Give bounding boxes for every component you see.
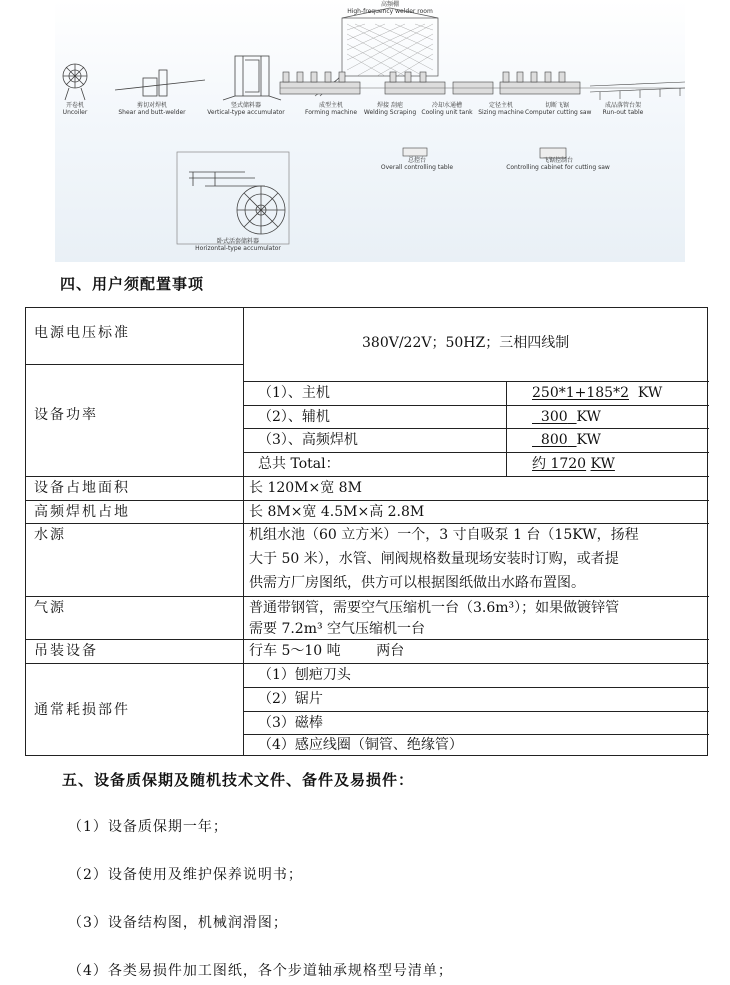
- power-label: 设备功率: [34, 407, 98, 423]
- section5-item-3: （3）设备结构图，机械润滑图；: [68, 915, 288, 931]
- power-value-total: 约 1720 KW: [532, 456, 615, 472]
- config-table: [25, 307, 708, 756]
- label-cutting-saw: 切断飞锯 Computer cutting saw: [525, 102, 592, 116]
- area-label: 设备占地面积: [34, 480, 130, 496]
- wear-item-2: （2）锯片: [258, 691, 323, 707]
- section5-item-1: （1）设备质保期一年；: [68, 819, 228, 835]
- wear-item-4: （4）感应线圈（铜管、绝缘管）: [258, 737, 463, 753]
- wear-parts-label: 通常耗损部件: [34, 702, 130, 718]
- crane-label: 吊装设备: [34, 643, 98, 659]
- air-label: 气源: [34, 600, 66, 616]
- power-value-aux: 300 KW: [540, 409, 601, 425]
- power-item-hf: （3）、高频焊机: [258, 432, 358, 448]
- crane-value: 行车 5～10 吨 两台: [249, 643, 405, 659]
- production-line-drawing: [55, 0, 685, 262]
- power-item-main: （1）、主机: [258, 385, 330, 401]
- section5-item-2: （2）设备使用及维护保养说明书；: [68, 867, 303, 883]
- label-uncoiler: 开卷机 Uncoiler: [62, 102, 88, 116]
- voltage-label: 电源电压标准: [34, 325, 130, 341]
- air-line-2: 需要 7.2m³ 空气压缩机一台: [249, 621, 426, 637]
- water-label: 水源: [34, 527, 66, 543]
- wear-item-1: （1）刨疤刀头: [258, 667, 351, 683]
- label-welding-scraping: 焊接 刮疤 Welding Scraping: [363, 102, 417, 116]
- label-cooling-tank: 冷却水通槽 Cooling unit tank: [421, 102, 473, 116]
- label-forming-machine: 成型主机 Forming machine: [304, 102, 358, 116]
- label-horizontal-accumulator: 卧式活套储料器 Horizontal-type accumulator: [195, 238, 281, 252]
- production-line-diagram: [55, 0, 685, 262]
- air-line-1: 普通带钢管，需要空气压缩机一台（3.6m³）；如果做镀锌管: [249, 600, 620, 616]
- power-value-main: 250*1+185*2 KW: [532, 385, 663, 401]
- section4-title: 四、用户须配置事项: [60, 275, 205, 293]
- section5-item-4: （4）各类易损件加工图纸，各个步道轴承规格型号清单；: [68, 963, 453, 979]
- power-value-hf: 800 KW: [540, 432, 601, 448]
- water-line-2: 大于 50 米），水管、闸阀规格数量现场安装时订购，或者提: [249, 551, 619, 567]
- label-shear-welder: 剪切对焊机 Shear and butt-welder: [118, 102, 186, 116]
- hf-room-label: 高频棚 High-frequency welder room: [347, 1, 433, 15]
- hf-area-value: 长 8M×宽 4.5M×高 2.8M: [249, 504, 425, 520]
- water-line-1: 机组水池（60 立方米）一个，3 寸自吸泵 1 台（15KW，扬程: [249, 527, 639, 543]
- area-value: 长 120M×宽 8M: [249, 480, 362, 496]
- hf-area-label: 高频焊机占地: [34, 504, 130, 520]
- horizontal-accumulator-frame: [177, 152, 289, 244]
- label-overall-table: 总控台 Overall controlling table: [380, 157, 454, 171]
- power-item-aux: （2）、辅机: [258, 409, 330, 425]
- label-sizing-machine: 定径主机 Sizing machine: [478, 102, 524, 116]
- water-line-3: 供需方厂房图纸，供方可以根据图纸做出水路布置图。: [249, 575, 585, 591]
- label-run-out-table: 成品落管台架 Run-out table: [602, 102, 644, 116]
- label-saw-cabinet: 飞锯控制台 Controlling cabinet for cutting saw: [506, 157, 610, 171]
- col-divider: [243, 308, 244, 756]
- wear-item-3: （3）磁棒: [258, 715, 323, 731]
- label-vertical-accumulator: 竖式储料器 Vertical-type accumulator: [207, 102, 285, 116]
- section5-title: 五、设备质保期及随机技术文件、备件及易损件：: [62, 771, 415, 789]
- power-item-total: 总共 Total：: [258, 456, 340, 472]
- voltage-value: 380V/22V；50HZ；三相四线制: [362, 335, 570, 351]
